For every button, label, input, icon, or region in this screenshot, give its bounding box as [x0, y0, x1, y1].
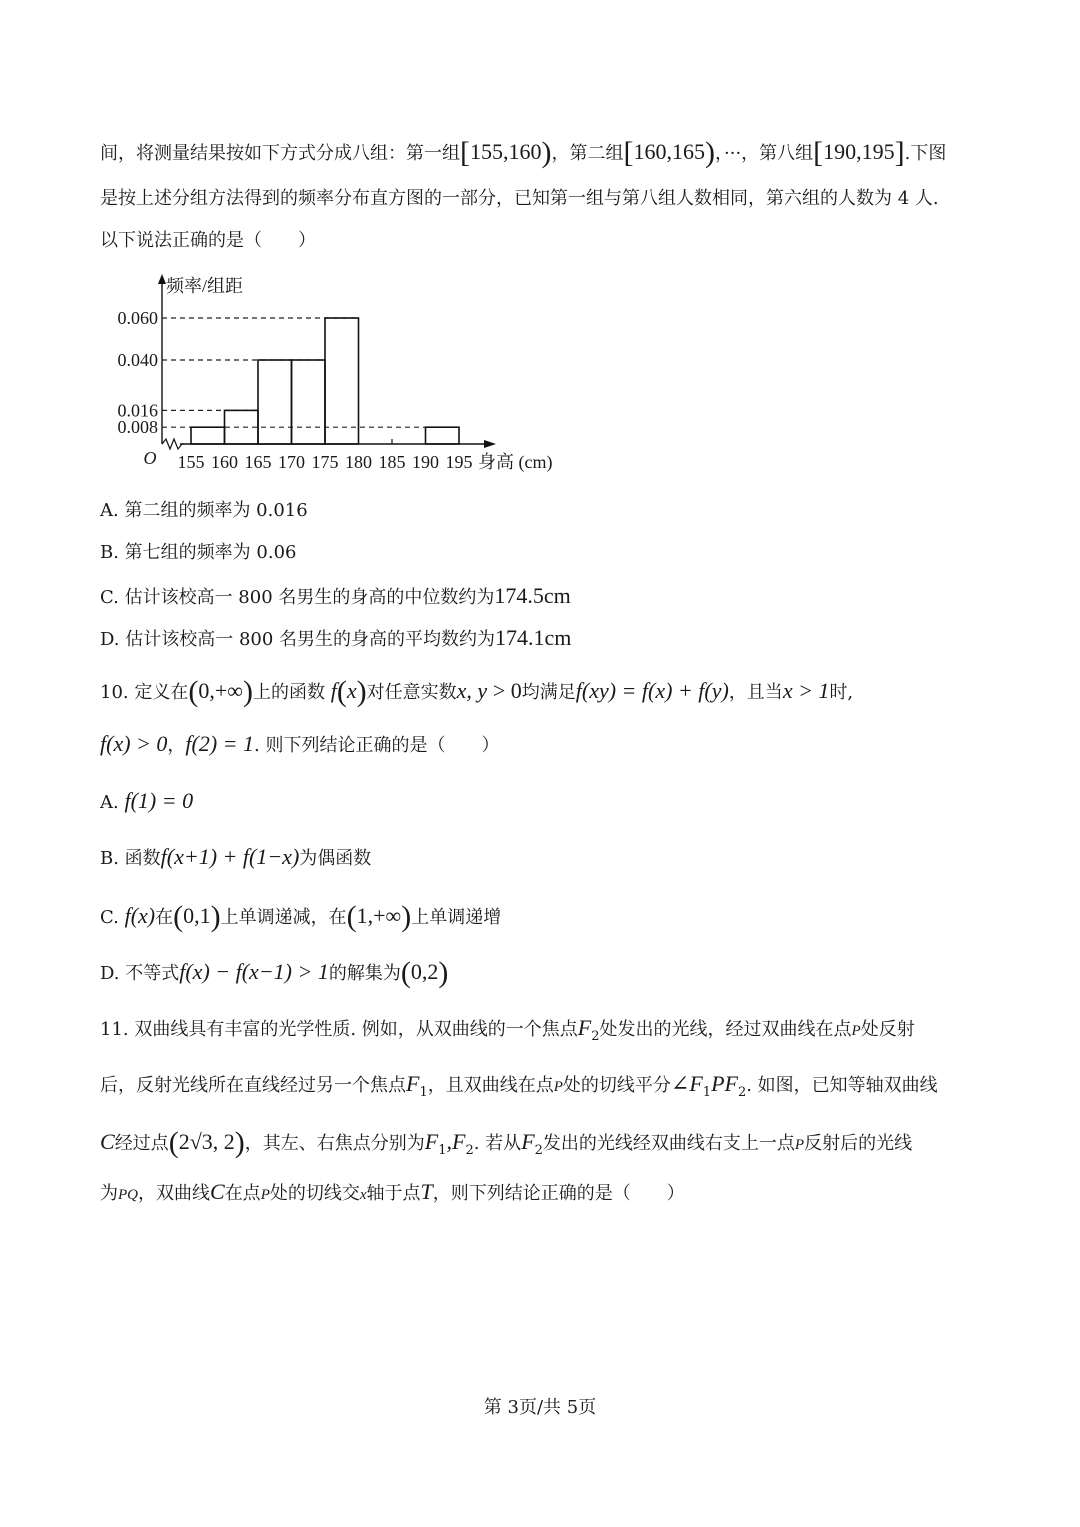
bracket: ) — [705, 136, 715, 169]
x-tick-label: 190 — [412, 452, 439, 472]
x-tick-label: 170 — [278, 452, 305, 472]
math-f: f — [330, 678, 337, 703]
math-vars: x, y — [456, 678, 488, 703]
x-tick-label: 195 — [445, 452, 473, 472]
subscript: 2 — [591, 1029, 600, 1044]
math-P: P — [794, 1137, 805, 1153]
q9-option-a: A. 第二组的频率为 0.016 — [100, 500, 308, 521]
bracket: [ — [623, 136, 634, 169]
intro-text: .下图 — [904, 143, 947, 164]
math-PQ: PQ — [118, 1187, 138, 1203]
y-axis-label: 频率/组距 — [166, 276, 244, 296]
domain: 0,+∞ — [198, 678, 243, 703]
stem-text: . 则下列结论正确的是（ ） — [254, 735, 500, 756]
math-expr: f(x) − f(x−1) > 1 — [179, 959, 329, 984]
stem-text: 为 — [100, 1183, 118, 1204]
intro-line-2: 是按上述分组方法得到的频率分布直方图的一部分，已知第一组与第八组人数相同，第六组的人数为 4 人. — [100, 188, 939, 209]
interval: 0,1 — [183, 903, 211, 928]
stem-text: ，且双曲线在点 — [427, 1075, 554, 1096]
stem-text: 对任意实数 — [366, 682, 457, 703]
stem-text: ， — [167, 735, 186, 756]
stem-text: ，则下列结论正确的是（ ） — [432, 1183, 685, 1204]
y-tick-label: 0.060 — [117, 308, 158, 328]
stem-text: 11. 双曲线具有丰富的光学性质. 例如，从双曲线的一个焦点 — [100, 1019, 578, 1040]
bracket: ] — [894, 136, 905, 169]
q10-option-a — [100, 790, 193, 812]
subscript: 2 — [737, 1085, 747, 1100]
bracket: [ — [460, 136, 470, 169]
q11-stem-line-1 — [100, 1017, 915, 1043]
option-text: C. 估计该校高一 800 名男生的身高的中位数约为 — [100, 587, 495, 608]
math-angle: ∠F — [670, 1071, 703, 1096]
histogram-bar — [426, 427, 460, 444]
option-label: A. — [100, 792, 119, 813]
y-tick-label: 0.040 — [117, 350, 158, 370]
stem-text: ，且当 — [728, 682, 783, 703]
x-tick-label: 175 — [311, 452, 339, 472]
interval: 0,2 — [410, 959, 439, 984]
q9-option-c — [100, 585, 571, 607]
math-F: F — [577, 1015, 592, 1040]
page-footer: 第 3页/共 5页 — [483, 1397, 597, 1418]
group-1-interval: 155,160 — [470, 139, 542, 164]
condition: x > 1 — [782, 678, 830, 703]
x-tick-label: 155 — [177, 452, 205, 472]
option-label: C. — [100, 907, 119, 928]
x-tick-label: 160 — [211, 452, 238, 472]
math-P: P — [260, 1187, 270, 1203]
stem-text: 时, — [829, 682, 854, 703]
stem-text: 后，反射光线所在直线经过另一个焦点 — [100, 1075, 406, 1096]
x-tick-label: 180 — [345, 452, 372, 472]
stem-text: ，其左、右焦点分别为 — [244, 1133, 425, 1154]
q9-option-b: B. 第七组的频率为 0.06 — [100, 542, 297, 563]
math-F: F — [521, 1129, 535, 1154]
stem-text: . 若从 — [473, 1133, 522, 1154]
option-text: 的解集为 — [328, 963, 401, 984]
math-F: F — [406, 1071, 420, 1096]
subscript: 1 — [438, 1143, 447, 1158]
y-axis-arrow — [158, 274, 166, 284]
option-text: 在 — [155, 907, 174, 928]
point-coords: 2√3, 2 — [178, 1129, 235, 1154]
q9-option-d — [100, 627, 571, 649]
chart-guides — [162, 318, 459, 427]
q11-stem-line-3: C经过点(2√3, 2)，其左、右焦点分别为$F_1,F_2$. 若从$F_2$发出的光线经双曲线右支上一点P反射后的光线 — [100, 1126, 913, 1159]
math-T: T — [420, 1179, 433, 1204]
option-label: D. 不等式 — [100, 963, 180, 984]
q10-stem-line-2 — [100, 733, 499, 755]
stem-text: 10. 定义在 — [100, 682, 189, 703]
bracket: ) — [541, 136, 552, 169]
math-expr: f(x) > 0 — [100, 731, 168, 756]
stem-text: 处反射 — [860, 1019, 915, 1040]
intro-line-3: 以下说法正确的是（ ） — [100, 230, 316, 251]
stem-text: ，双曲线 — [138, 1183, 210, 1204]
math-PF: PF — [711, 1071, 738, 1096]
subscript: 2 — [465, 1143, 474, 1158]
bracket: [ — [813, 136, 824, 169]
stem-text: 在点 — [224, 1183, 261, 1204]
stem-text: 轴于点 — [366, 1183, 421, 1204]
histogram-bar — [258, 360, 292, 444]
option-text: 为偶函数 — [299, 848, 372, 869]
origin-label: O — [143, 448, 157, 468]
subscript: 2 — [534, 1143, 543, 1158]
mean-value: 174.1cm — [495, 625, 572, 650]
histogram-bar — [325, 318, 359, 444]
math-F: F — [424, 1129, 439, 1154]
math-expr: f(2) = 1 — [185, 731, 254, 756]
math-expr: f(1) = 0 — [124, 788, 194, 813]
x-axis-label: 身高 (cm) — [478, 452, 553, 472]
y-tick-label: 0.016 — [117, 400, 158, 421]
stem-text: 处的切线交 — [269, 1183, 360, 1204]
option-text: D. 估计该校高一 800 名男生的身高的平均数约为 — [100, 629, 496, 650]
math-P: P — [553, 1079, 563, 1095]
math-F: F — [452, 1129, 466, 1154]
math-gt0: > 0 — [492, 678, 522, 703]
stem-text: 反射后的光线 — [804, 1133, 913, 1154]
group-8-interval: 190,195 — [823, 139, 895, 164]
math-C: C — [210, 1179, 225, 1204]
q10-option-b — [100, 846, 371, 868]
math-expr: f(x) — [124, 903, 156, 928]
q11-stem-line-4 — [100, 1181, 685, 1203]
intro-text: ，···，第八组 — [715, 143, 814, 164]
math-x: x — [359, 1187, 367, 1203]
stem-text: 经过点 — [114, 1133, 169, 1154]
stem-text: 上的函数 — [252, 682, 325, 703]
subscript: 1 — [419, 1085, 428, 1100]
intro-text: ，第二组 — [551, 143, 624, 164]
option-label: B. 函数 — [100, 848, 161, 869]
subscript: 1 — [702, 1085, 712, 1100]
x-tick-label: 185 — [378, 452, 406, 472]
interval: 1,+∞ — [356, 903, 402, 928]
option-text: 上单调递减，在 — [220, 907, 347, 928]
intro-text: 间，将测量结果按如下方式分成八组：第一组 — [100, 143, 460, 164]
stem-text: 处的切线平分 — [562, 1075, 671, 1096]
math-C: C — [100, 1129, 115, 1154]
stem-text: 处发出的光线，经过双曲线在点 — [599, 1019, 852, 1040]
stem-text: . 如图，已知等轴双曲线 — [746, 1075, 938, 1096]
y-tick-label: 0.008 — [117, 417, 158, 438]
group-2-interval: 160,165 — [633, 139, 705, 164]
option-text: 上单调递增 — [411, 907, 502, 928]
histogram-bar — [191, 427, 225, 444]
math-P: P — [851, 1023, 861, 1039]
median-value: 174.5cm — [494, 583, 571, 608]
frequency-histogram — [100, 270, 570, 475]
chart-axes — [158, 274, 496, 449]
chart-bars — [191, 318, 459, 444]
q10-option-c: C. f(x)在(0,1)上单调递减，在(1,+∞)上单调递增 — [100, 900, 502, 933]
math-x: x — [346, 678, 357, 703]
intro-line-1 — [100, 138, 946, 168]
functional-equation: f(xy) = f(x) + f(y) — [575, 678, 729, 703]
stem-text: 发出的光线经双曲线右支上一点 — [542, 1133, 795, 1154]
q11-stem-line-2 — [100, 1073, 938, 1099]
q10-stem-line-1: 10. 定义在(0,+∞)上的函数 f(x)对任意实数x, y > 0均满足f(xy) = f(x) + f(y)，且当x > 1时, — [100, 675, 854, 708]
stem-text: 均满足 — [521, 682, 576, 703]
q10-option-d: D. 不等式f(x) − f(x−1) > 1的解集为(0,2) — [100, 956, 449, 989]
math-expr: f(x+1) + f(1−x) — [160, 844, 300, 869]
x-tick-label: 165 — [244, 452, 272, 472]
x-axis-arrow — [484, 440, 496, 448]
histogram-bar — [292, 360, 326, 444]
